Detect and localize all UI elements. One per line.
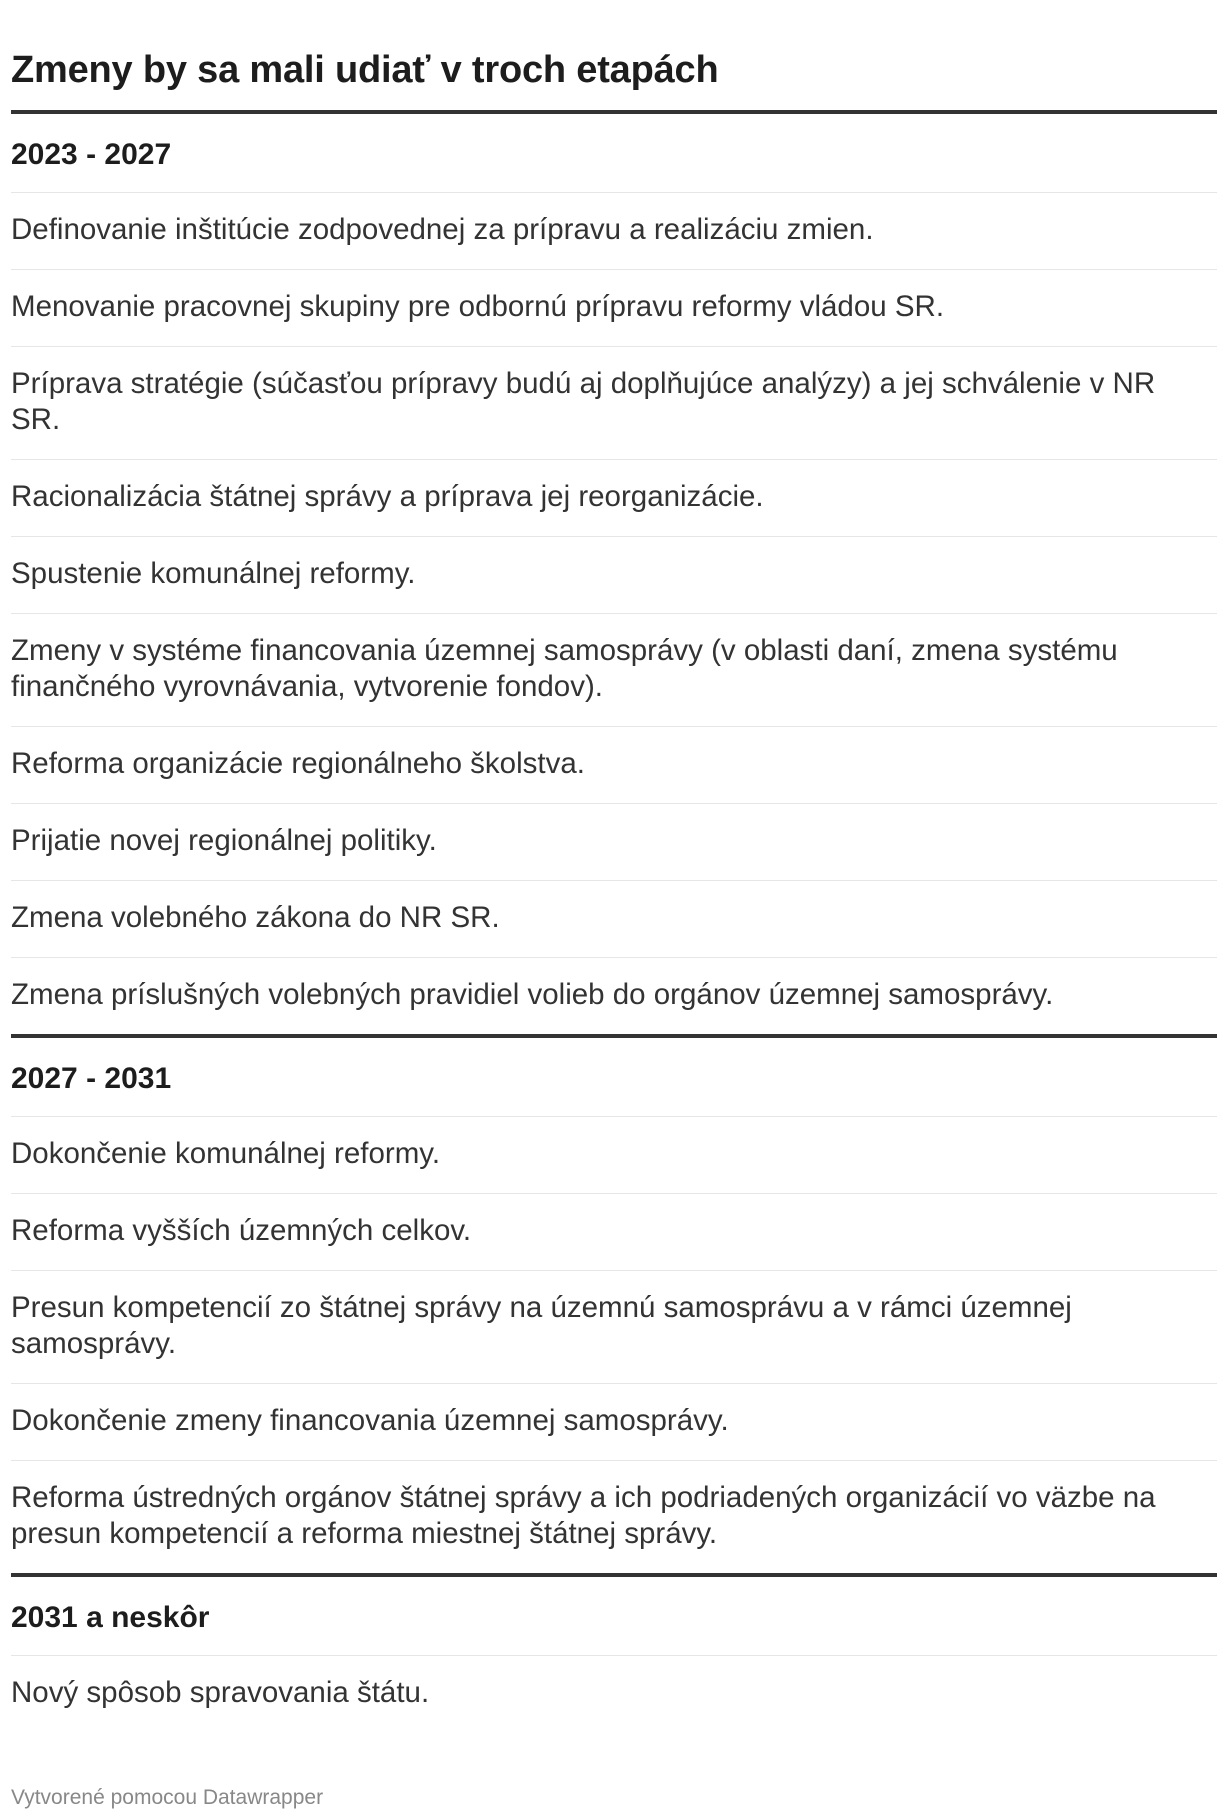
footer-credit: Vytvorené pomocou Datawrapper bbox=[11, 1786, 324, 1809]
section-heading: 2027 - 2031 bbox=[11, 1062, 172, 1095]
section-heading: 2031 a neskôr bbox=[11, 1601, 210, 1634]
table-row: Reforma organizácie regionálneho školstva. bbox=[11, 726, 1217, 803]
table-row: Zmena volebného zákona do NR SR. bbox=[11, 880, 1217, 957]
table-row: Reforma vyšších územných celkov. bbox=[11, 1193, 1217, 1270]
table-row: Zmena príslušných volebných pravidiel volieb do orgánov územnej samosprávy. bbox=[11, 957, 1217, 1034]
table-row: Dokončenie komunálnej reformy. bbox=[11, 1116, 1217, 1193]
page-title: Zmeny by sa mali udiať v troch etapách bbox=[11, 49, 719, 91]
table-row: Dokončenie zmeny financovania územnej samosprávy. bbox=[11, 1383, 1217, 1460]
section-2027-2031 bbox=[11, 1034, 1217, 1573]
table-row: Zmeny v systéme financovania územnej samosprávy (v oblasti daní, zmena systému finančného vyrovnávania, vytvorenie fondov). bbox=[11, 613, 1217, 726]
table-row: Príprava stratégie (súčasťou prípravy budú aj doplňujúce analýzy) a jej schválenie v NR SR. bbox=[11, 346, 1217, 459]
table-row: Spustenie komunálnej reformy. bbox=[11, 536, 1217, 613]
section-heading: 2023 - 2027 bbox=[11, 138, 172, 171]
table-row: Prijatie novej regionálnej politiky. bbox=[11, 803, 1217, 880]
table-row: Racionalizácia štátnej správy a príprava jej reorganizácie. bbox=[11, 459, 1217, 536]
table-container bbox=[11, 42, 1217, 1732]
section-2031-later bbox=[11, 1573, 1217, 1732]
table-row: Presun kompetencií zo štátnej správy na územnú samosprávu a v rámci územnej samosprávy. bbox=[11, 1270, 1217, 1383]
section-2023-2027 bbox=[11, 110, 1217, 1034]
table-row: Definovanie inštitúcie zodpovednej za prípravu a realizáciu zmien. bbox=[11, 192, 1217, 269]
table-row: Nový spôsob spravovania štátu. bbox=[11, 1655, 1217, 1732]
table-row: Menovanie pracovnej skupiny pre odbornú prípravu reformy vládou SR. bbox=[11, 269, 1217, 346]
table-row: Reforma ústredných orgánov štátnej správy a ich podriadených organizácií vo väzbe na presun kompetencií a reforma miestnej štátnej správy. bbox=[11, 1460, 1217, 1573]
